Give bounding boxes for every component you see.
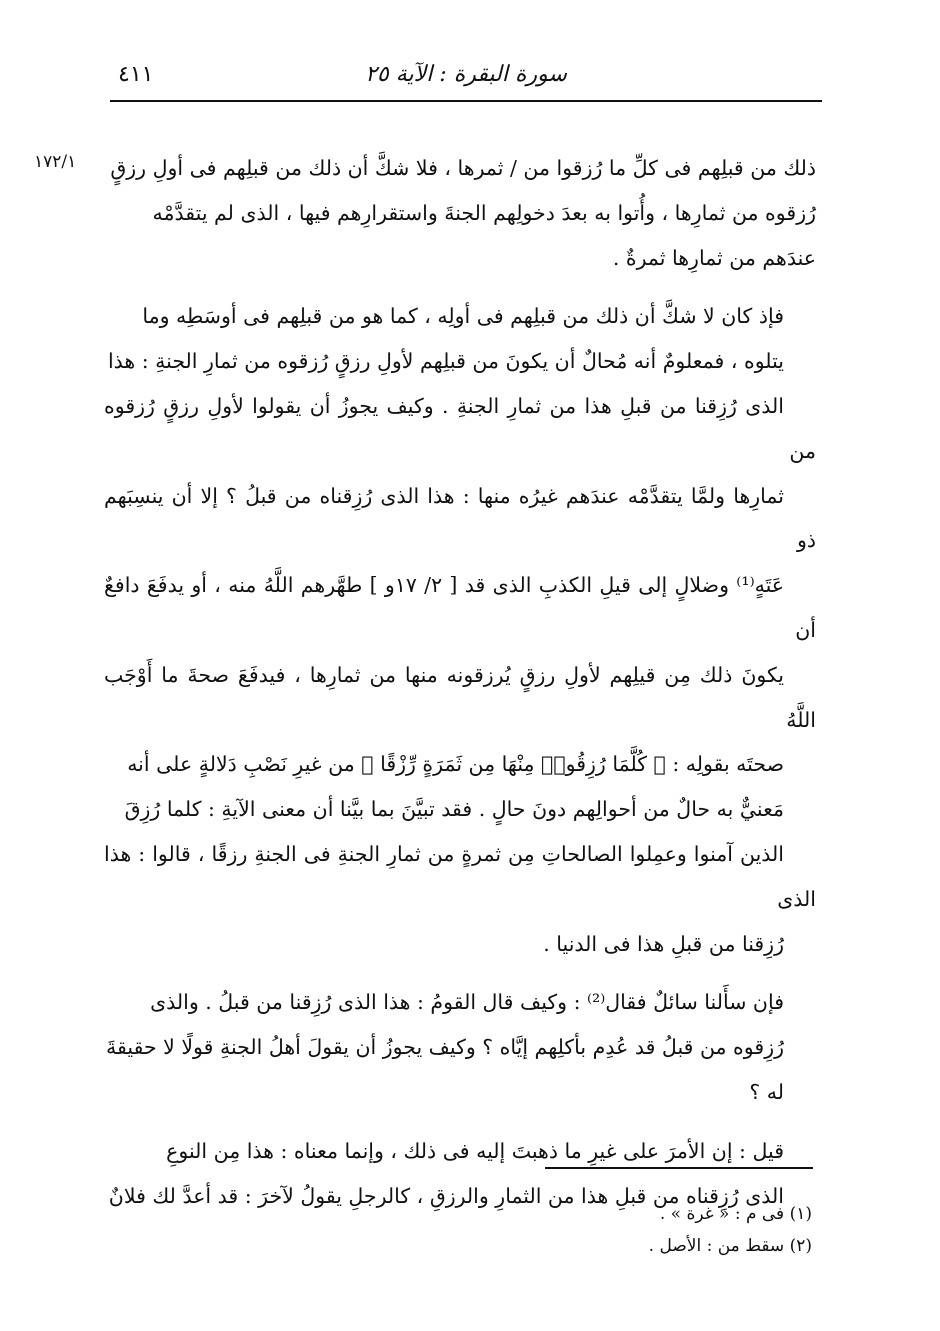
text-line: الذى رُزِقناه من قبلِ هذا من الثمارِ والرزقِ ، كالرجلِ يقولُ لآخرَ : قد أعدَّ لك فلانٌ	[108, 1183, 784, 1208]
text-line: يتلوه ، فمعلومٌ أنه مُحالٌ أن يكونَ من قبلِهم لأولِ رزقٍ رُزقوه من ثمارِ الجنةِ : هذا	[107, 349, 784, 374]
footnote-divider	[545, 1167, 813, 1169]
running-title: سورة البقرة : الآية ٢٥	[365, 62, 567, 87]
text-line: الذين آمنوا وعمِلوا الصالحاتِ مِن ثمرةٍ من ثمارِ الجنةِ فى الجنةِ رزقًا ، قالوا : هذا الذى	[104, 841, 816, 911]
text-line: عندَهم من ثمارِها ثمرةٌ .	[612, 245, 816, 270]
text-line: ذلك من قبلِهم فى كلِّ ما رُزقوا من / ثمرها ، فلا شكَّ أن ذلك من قبلِهم فى أولِ رزقٍ	[110, 156, 816, 180]
text-line: قيل : إن الأمرَ على غيرِ ما ذهبتَ إليه فى ذلك ، وإنما معناه : هذا مِن النوعِ	[166, 1138, 784, 1163]
text-line: رُزقوه من ثمارِها ، وأُتوا به بعدَ دخولِهم الجنةَ واستقرارِهم فيها ، الذى لم يتقدَّمْه	[152, 200, 816, 225]
page-number: ٤١١	[118, 62, 154, 87]
text-line: ثمارِها ولمَّا يتقدَّمْه عندَهم غيرُه منها : هذا الذى رُزِقناه من قبلُ ؟ إلا أن ينسِبَهم ذو	[104, 483, 816, 553]
footnotes	[104, 1198, 812, 1262]
paragraph-3	[104, 980, 816, 1114]
footnote-2: (٢) سقط من : الأصل .	[648, 1236, 812, 1256]
footnote-1: (١) فى م : « غرة » .	[659, 1204, 812, 1224]
text-line: رُزِقوه من قبلُ قد عُدِم بأكلِهم إيَّاه ؟ وكيف يجوزُ أن يقولَ أهلُ الجنةِ قولًا لا حقيقةَ	[106, 1035, 784, 1060]
text-line: مَعنيٌّ به حالٌ من أحوالِهم دونَ حالٍ . فقد تبيَّنَ بما بيَّنا أن معنى الآيةِ : كلما رُزِقَ	[124, 797, 784, 822]
text-line: فإن سأَلنا سائلٌ فقال⁽²⁾ : وكيف قال القومُ : هذا الذى رُزِقنا من قبلُ . والذى	[150, 990, 784, 1015]
text-line: رُزِقنا من قبلِ هذا فى الدنيا .	[543, 931, 784, 956]
text-line: الذى رُزِقنا من قبلِ هذا من ثمارِ الجنةِ . وكيف يجوزُ أن يقولوا لأولِ رزقٍ رُزقوه من	[104, 393, 816, 463]
text-line: عَتَهٍ⁽¹⁾ وضلالٍ إلى قيلِ الكذبِ الذى قد [ ٢/ ١٧و ] طهَّرهم اللَّهُ منه ، أو يدفَعَ دافعٌ أن	[104, 573, 816, 642]
main-text	[104, 146, 816, 1232]
page-header	[110, 60, 822, 102]
paragraph-2	[104, 294, 816, 966]
text-line: يكونَ ذلك مِن قيلِهم لأولِ رزقٍ يُرزقونه منها من ثمارِها ، فيدفَعَ صحةَ ما أَوْجَب اللَّهُ	[104, 662, 816, 732]
text-line: صحتَه بقولِه : ﴿ كُلَّمَا رُزِقُوا۟ مِنْهَا مِن ثَمَرَةٍ رِّزْقًا ﴾ من غيرِ نَصْبِ دَلالةٍ على أنه	[127, 752, 784, 777]
margin-reference: ١٧٢/١	[34, 152, 77, 172]
text-line: فإذ كان لا شكَّ أن ذلك من قبلِهم فى أولِه ، كما هو من قبلِهم فى أوسَطِه وما	[142, 304, 784, 329]
paragraph-1	[104, 146, 816, 280]
text-line: له ؟	[749, 1079, 784, 1104]
